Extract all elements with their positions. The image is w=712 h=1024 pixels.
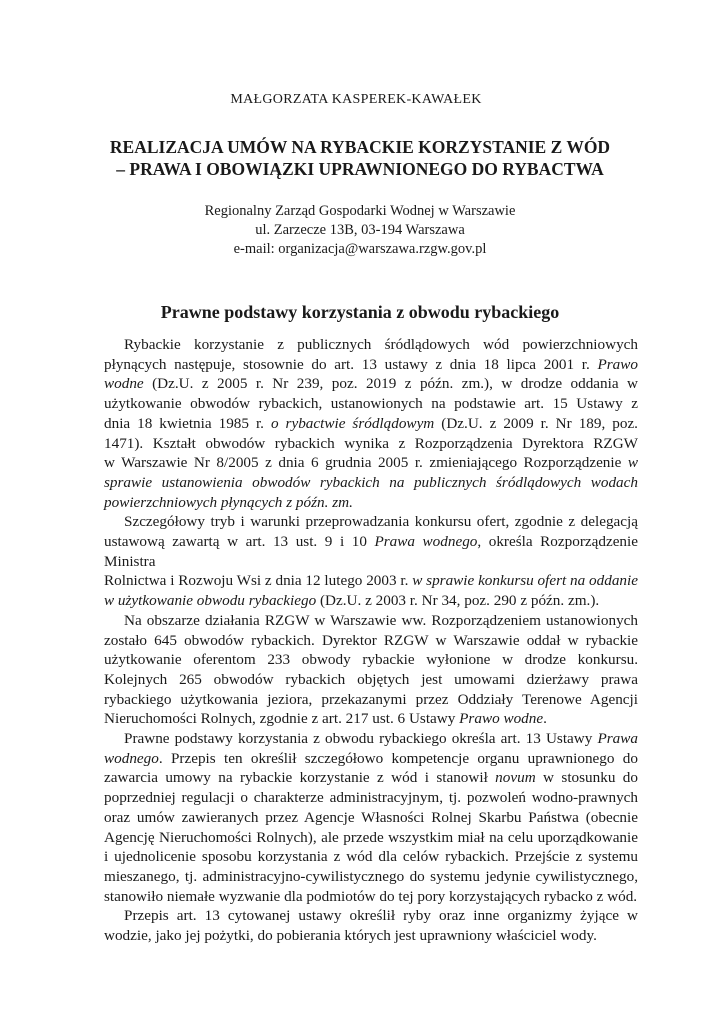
text-line <box>104 591 638 611</box>
text-run: (Dz.U. z 2003 r. Nr 34, poz. 290 z późn. zm.). <box>316 592 600 610</box>
text-run: Nieruchomości Rolnych, zgodnie z art. 217 ust. 6 Ustawy <box>104 710 460 728</box>
text-line <box>104 926 638 946</box>
text-line <box>104 828 638 848</box>
text-run: , określa Rozporządzenie Ministra <box>104 533 638 570</box>
text-line <box>104 847 638 867</box>
italic-text: w użytkowanie obwodu rybackiego <box>104 592 317 610</box>
italic-text: Prawa wodnego <box>374 533 478 551</box>
text-run: Agencję Nieruchomości Rolnych), ale przede wszystkim miał na celu uporządkowanie <box>104 828 638 846</box>
paper-title <box>60 136 660 180</box>
text-run: użytkowanie oferentom 233 obwody rybackie wyłonione w drodze konkursu. <box>104 651 638 669</box>
text-run: Na obszarze działania RZGW w Warszawie ww. Rozporządzeniem ustanowionych <box>124 611 638 629</box>
text-line <box>104 374 638 394</box>
text-run: . Przepis ten określił szczegółowo kompetencje organu uprawnionego do <box>158 749 638 767</box>
paragraph <box>104 335 638 512</box>
affiliation-email: e-mail: organizacja@warszawa.rzgw.gov.pl <box>233 241 487 257</box>
text-run: w Warszawie Nr 8/2005 z dnia 6 grudnia 2005 r. zmieniającego Rozporządzenie <box>104 454 628 472</box>
title-line-2: – PRAWA I OBOWIĄZKI UPRAWNIONEGO DO RYBACTWA <box>116 159 604 179</box>
italic-text: sprawie ustanowienia obwodów rybackich na publicznych śródlądowych wodach <box>104 473 638 491</box>
text-line <box>104 611 638 631</box>
text-line <box>104 709 638 729</box>
paragraph <box>104 611 638 729</box>
text-line <box>104 729 638 749</box>
text-line <box>104 788 638 808</box>
text-run: rybackiego użytkowania jeziora, przekazanymi przez Oddziały Terenowe Agencji <box>104 690 638 708</box>
italic-text: w sprawie konkursu ofert na oddanie <box>412 572 638 590</box>
text-line <box>104 453 638 473</box>
italic-text: wodnego <box>104 749 159 767</box>
text-line <box>104 355 638 375</box>
text-run: użytkowanie obwodów rybackich, ustanowionych na podstawie art. 15 Ustawy z <box>104 395 638 413</box>
italic-text: powierzchniowych płynących z późn. zm. <box>104 493 353 511</box>
text-run: mieszanego, tj. administracyjno-cywilistycznego do systemu jedynie cywilistycznego, <box>104 867 638 885</box>
text-line <box>104 512 638 532</box>
text-run: płynących następuje, stosownie do art. 13 ustawy z dnia 18 lipca 2001 r. <box>104 355 598 373</box>
text-line <box>104 532 638 571</box>
text-run: poprzedniej regulacji o charakterze administracyjnym, tj. pozwoleń wodno-prawnych <box>104 789 638 807</box>
text-run: w stosunku do <box>535 769 638 787</box>
text-run: wodzie, jako jej pożytki, do pobierania których jest uprawniony właściciel wody. <box>104 927 597 945</box>
text-line <box>104 690 638 710</box>
text-line <box>104 473 638 493</box>
text-run: zawarcia umowy na rybackie korzystanie z wód i stanowił <box>104 769 496 787</box>
author-name: MAŁGORZATA KASPEREK-KAWAŁEK <box>230 92 482 107</box>
text-run: Prawne podstawy korzystania z obwodu rybackiego określa art. 13 Ustawy <box>124 730 598 748</box>
italic-text: novum <box>495 769 536 787</box>
paragraph <box>104 512 638 611</box>
text-run: . <box>543 710 547 728</box>
text-line <box>104 867 638 887</box>
text-line <box>104 394 638 414</box>
text-line <box>104 670 638 690</box>
text-line <box>104 808 638 828</box>
text-line <box>104 434 638 454</box>
text-run: Przepis art. 13 cytowanej ustawy określił ryby oraz inne organizmy żyjące w <box>124 907 638 925</box>
text-run: dnia 18 kwietnia 1985 r. <box>104 414 271 432</box>
text-line <box>104 414 638 434</box>
text-run: stanowiło niemałe wyzwanie dla podmiotów do tej pory korzystających rybacko z wód. <box>104 887 638 905</box>
text-run: (Dz.U. z 2009 r. Nr 189, poz. <box>434 414 638 432</box>
affiliation-institution: Regionalny Zarząd Gospodarki Wodnej w Warszawie <box>204 203 516 219</box>
italic-text: Prawa <box>597 730 638 748</box>
text-line <box>104 631 638 651</box>
text-line <box>104 571 638 591</box>
text-run: Rolnictwa i Rozwoju Wsi z dnia 12 lutego 2003 r. <box>104 572 413 590</box>
text-run: zostało 645 obwodów rybackich. Dyrektor RZGW w Warszawie oddał w rybackie <box>104 631 638 649</box>
text-line <box>104 887 638 907</box>
body-text <box>104 335 638 946</box>
text-line <box>104 768 638 788</box>
text-line <box>104 493 638 513</box>
text-run: oraz umów zawieranych przez Agencje Własności Rolnej Skarbu Państwa (obecnie <box>104 808 638 826</box>
paragraph <box>104 906 638 945</box>
text-run: Kolejnych 265 obwodów rybackich objętych jest umowami dzierżawy prawa <box>104 670 638 688</box>
text-run: Szczegółowy tryb i warunki przeprowadzania konkursu ofert, zgodnie z delegacją <box>124 513 638 531</box>
text-line <box>104 906 638 926</box>
italic-text: Prawo wodne <box>459 710 544 728</box>
affiliation <box>60 202 660 259</box>
text-run: (Dz.U. z 2005 r. Nr 239, poz. 2019 z późn. zm.), w drodze oddania w <box>143 375 638 393</box>
italic-text: o rybactwie śródlądowym <box>270 414 435 432</box>
text-run: i ujednolicenie sposobu korzystania z wód dla celów rybackich. Przejście z systemu <box>104 848 638 866</box>
italic-text: wodne <box>104 375 144 393</box>
affiliation-address: ul. Zarzecze 13B, 03-194 Warszawa <box>255 222 465 238</box>
section-heading: Prawne podstawy korzystania z obwodu rybackiego <box>160 302 560 322</box>
text-run: 1471). Kształt obwodów rybackich wynika z Rozporządzenia Dyrektora RZGW <box>104 434 638 452</box>
italic-text: w <box>627 454 638 472</box>
italic-text: Prawo <box>597 355 638 373</box>
title-line-1: REALIZACJA UMÓW NA RYBACKIE KORZYSTANIE Z WÓD <box>109 137 611 157</box>
text-line <box>104 749 638 769</box>
text-run: ustawową zawartą w art. 13 ust. 9 i 10 <box>104 533 375 551</box>
paragraph <box>104 729 638 906</box>
text-line <box>104 650 638 670</box>
text-line <box>104 335 638 355</box>
text-run: Rybackie korzystanie z publicznych śródlądowych wód powierzchniowych <box>124 336 638 353</box>
